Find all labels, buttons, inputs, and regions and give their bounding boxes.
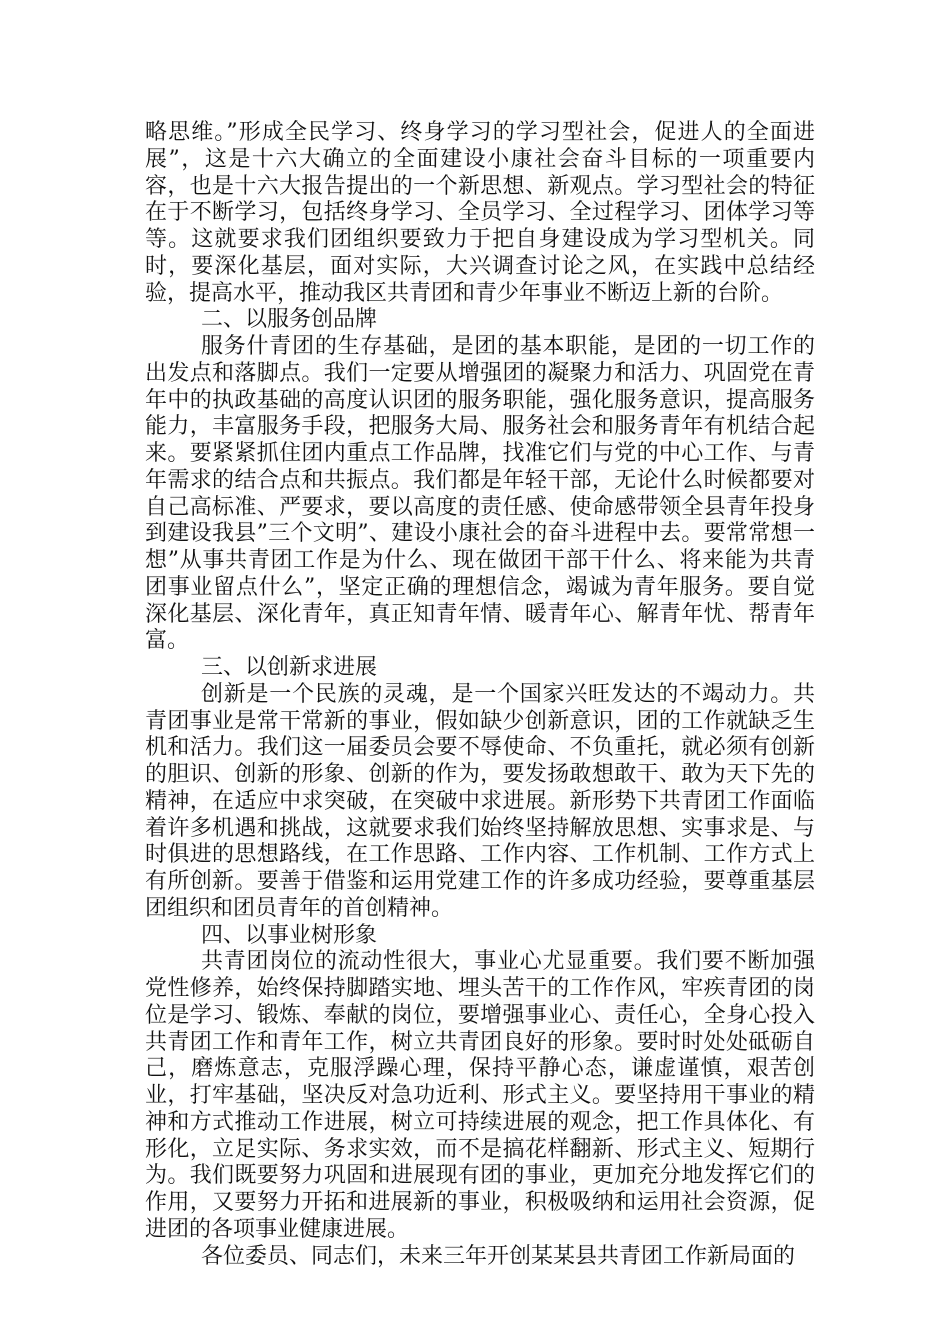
body-paragraph: 共青团岗位的流动性很大，事业心尤显重要。我们要不断加强党性修养，始终保持脚踏实地、埋头苦干的工作作风，牢疾青团的岗位是学习、锻炼、奉献的岗位，要增强事业心、责任心，全身心投入共青团工作和青年工作，树立共青团良好的形象。要时时处处砥砺自己，磨炼意志，克服浮躁心理，保持平静心态，谦虚谨慎，艰苦创业，打牢基础，坚决反对急功近利、形式主义。要坚持用干事业的精神和方式推动工作进展，树立可持续进展的观念，把工作具体化、有形化，立足实际、务求实效，而不是搞花样翻新、形式主义、短期行为。我们既要努力巩固和进展现有团的事业，更加充分地发挥它们的作用，又要努力开拓和进展新的事业，积极吸纳和运用社会资源，促进团的各项事业健康进展。	[145, 949, 815, 1242]
body-paragraph: 略思维。”形成全民学习、终身学习的学习型社会，促进人的全面进展”，这是十六大确立的全面建设小康社会奋斗目标的一项重要内容，也是十六大报告提出的一个新思想、新观点。学习型社会的特征在于不断学习，包括终身学习、全员学习、全过程学习、团体学习等等。这就要求我们团组织要致力于把自身建设成为学习型机关。同时，要深化基层，面对实际，大兴调查讨论之风，在实践中总结经验，提高水平，推动我区共青团和青少年事业不断迈上新的台阶。	[145, 120, 815, 306]
body-paragraph: 服务什青团的生存基础，是团的基本职能，是团的一切工作的出发点和落脚点。我们一定要从增强团的凝聚力和活力、巩固党在青年中的执政基础的高度认识团的服务职能，强化服务意识，提高服务能力，丰富服务手段，把服务大局、服务社会和服务青年有机结合起来。要紧紧抓住团内重点工作品牌，找准它们与党的中心工作、与青年需求的结合点和共振点。我们都是年轻干部，无论什么时候都要对自己高标准、严要求，要以高度的责任感、使命感带领全县青年投身到建设我县”三个文明”、建设小康社会的奋斗进程中去。要常常想一想”从事共青团工作是为什么、现在做团干部干什么、将来能为共青团事业留点什么”，坚定正确的理想信念，竭诚为青年服务。要自觉深化基层、深化青年，真正知青年情、暖青年心、解青年忧、帮青年富。	[145, 334, 815, 654]
section-heading: 二、以服务创品牌	[201, 307, 378, 333]
section-heading: 四、以事业树形象	[201, 922, 378, 948]
document-body	[145, 120, 815, 1270]
body-paragraph: 各位委员、同志们，未来三年开创某某县共青团工作新局面的	[201, 1243, 796, 1269]
body-paragraph: 创新是一个民族的灵魂，是一个国家兴旺发达的不竭动力。共青团事业是常干常新的事业，假如缺少创新意识，团的工作就缺乏生机和活力。我们这一届委员会要不辱使命、不负重托，就必须有创新的胆识、创新的形象、创新的作为，要发扬敢想敢干、敢为天下先的精神，在适应中求突破，在突破中求进展。新形势下共青团工作面临着许多机遇和挑战，这就要求我们始终坚持解放思想、实事求是、与时俱进的思想路线，在工作思路、工作内容、工作机制、工作方式上有所创新。要善于借鉴和运用党建工作的许多成功经验，要尊重基层团组织和团员青年的首创精神。	[145, 681, 815, 921]
section-heading: 三、以创新求进展	[201, 655, 378, 680]
